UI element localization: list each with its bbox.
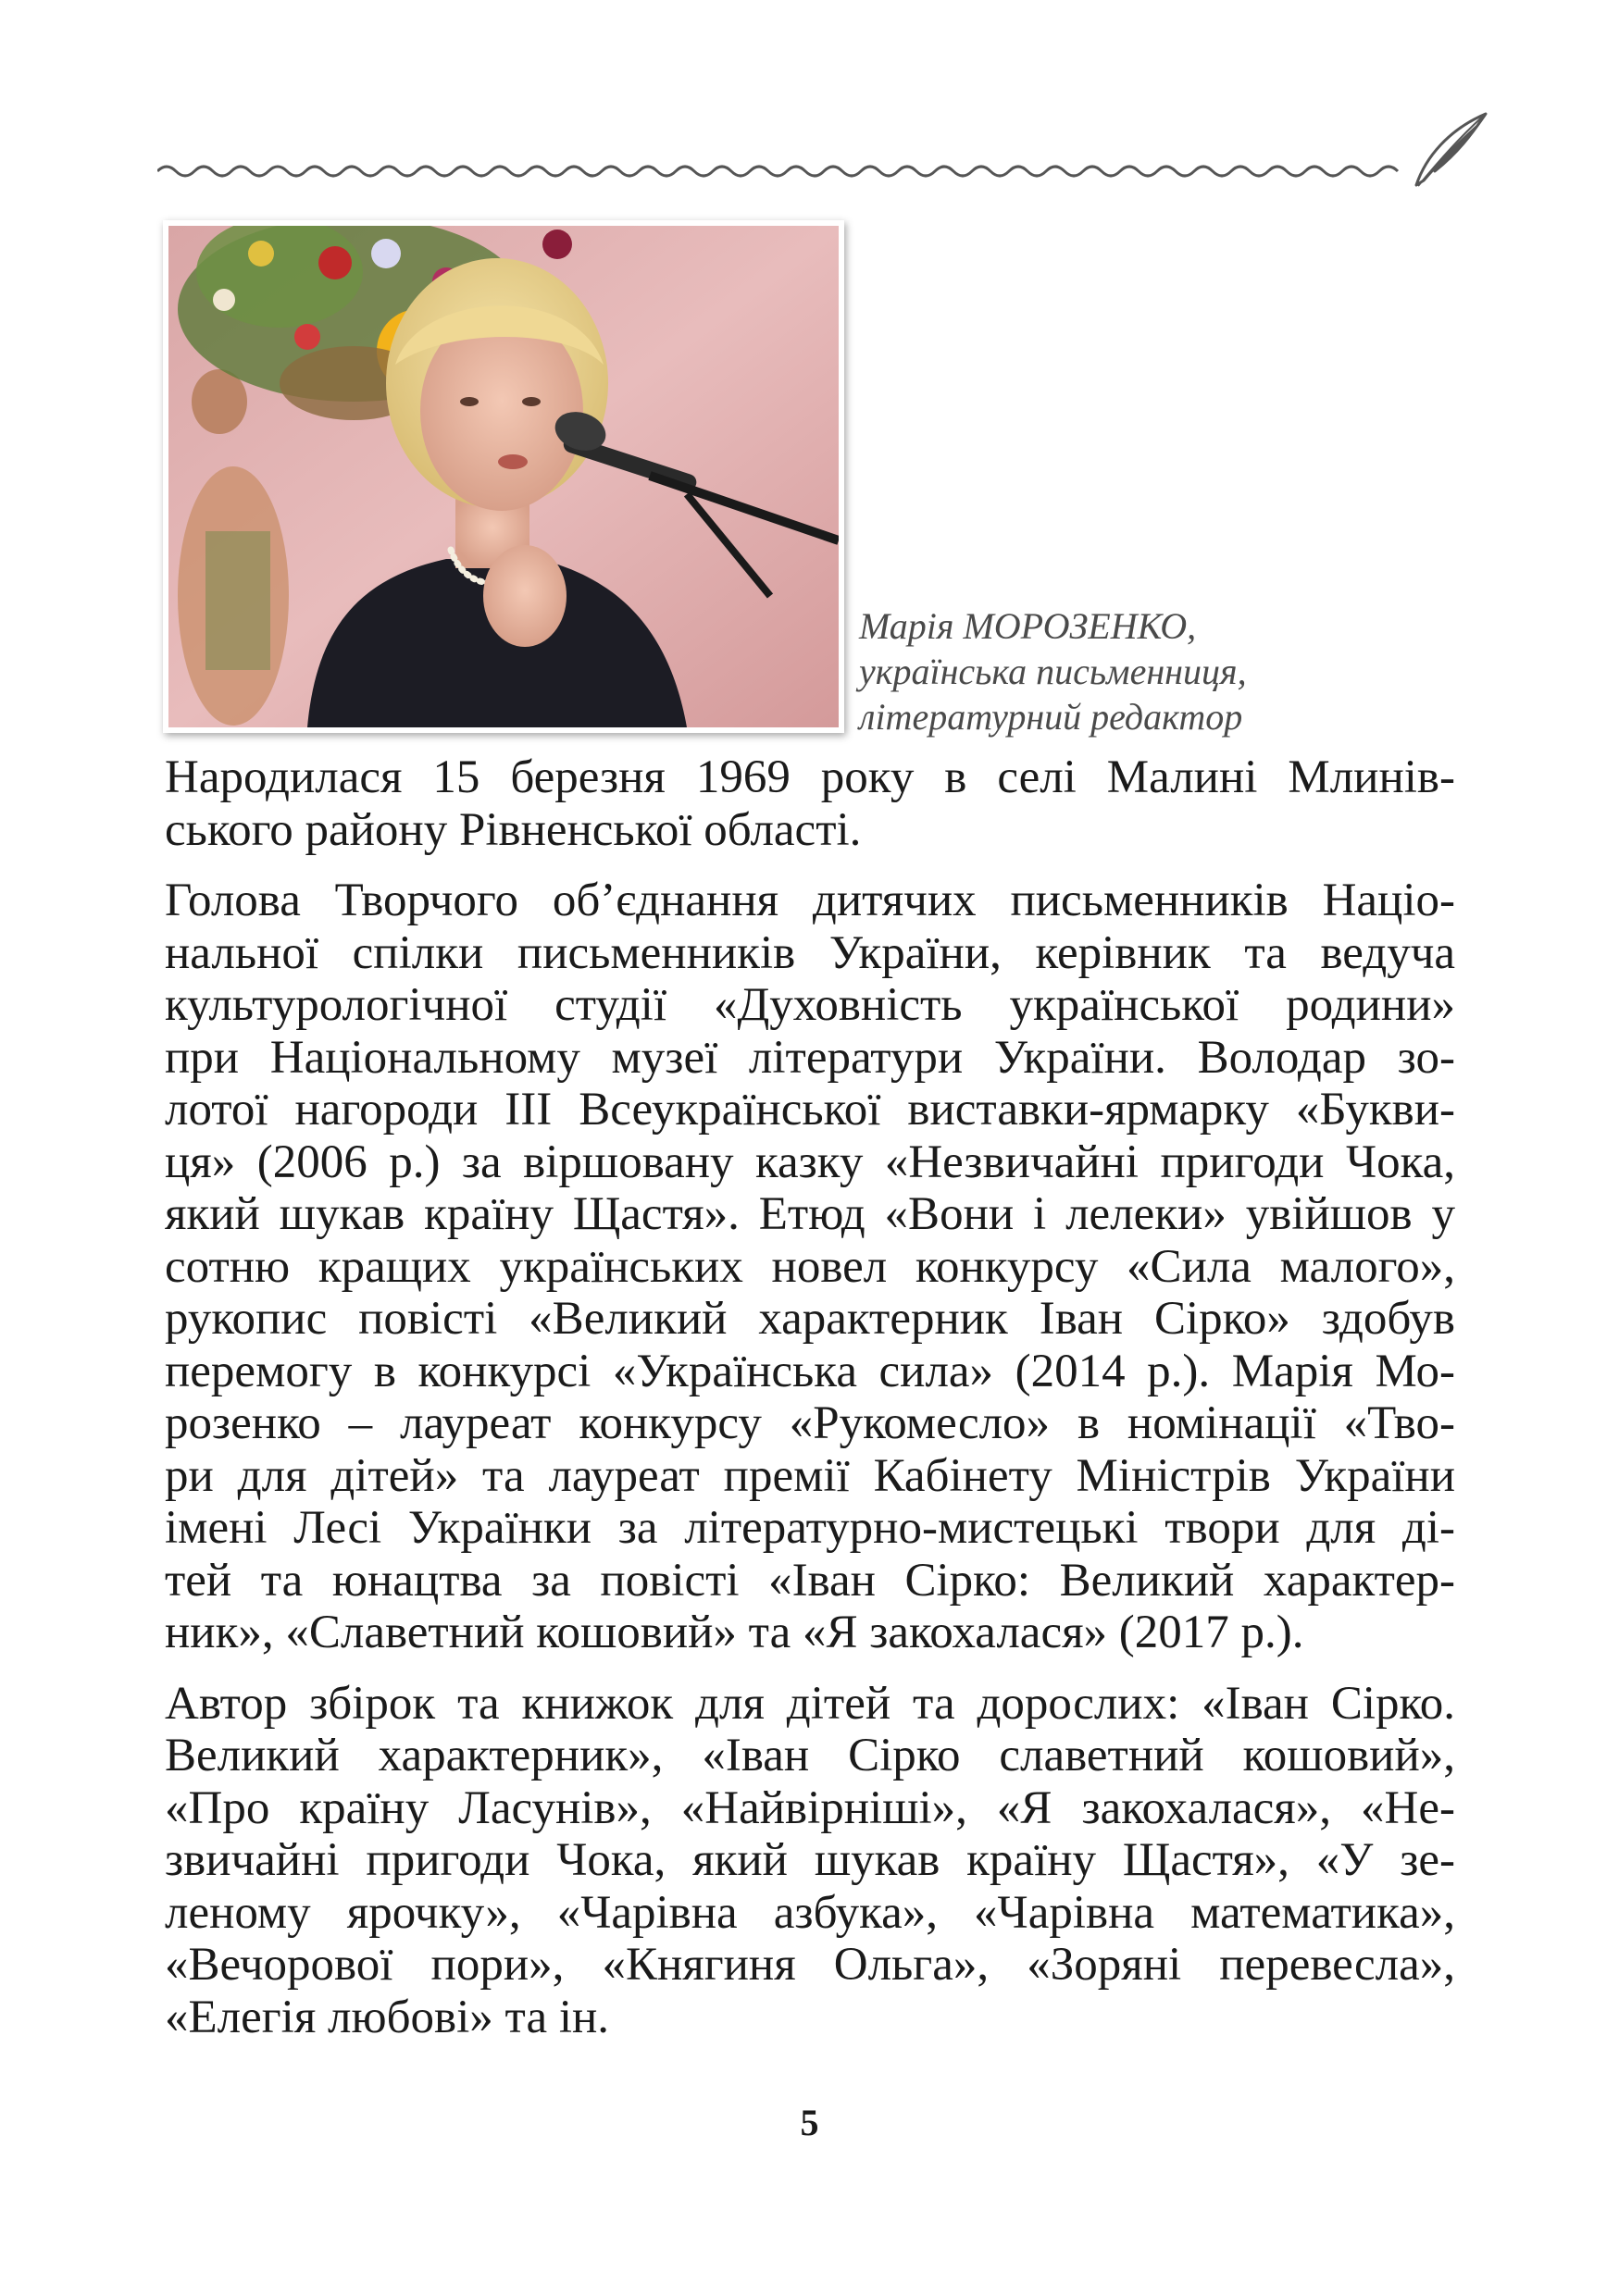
caption-role-2: літературний редактор xyxy=(859,696,1243,738)
caption-name: Марія МОРОЗЕНКО, xyxy=(859,605,1197,647)
text-line: Автор збірок та книжок для дітей та дорослих: «Іван Сірко. xyxy=(165,1677,1455,1730)
text-line: леному ярочку», «Чарівна азбука», «Чарівна математика», xyxy=(165,1886,1455,1939)
author-photo-frame xyxy=(163,220,844,733)
paragraph xyxy=(165,1678,1455,2044)
text-line: тей та юнацтва за повісті «Іван Сірко: Великий характер- xyxy=(165,1554,1455,1607)
text-line: нальної спілки письменників України, керівник та ведуча xyxy=(165,926,1455,979)
text-line: культурологічної студії «Духовність української родини» xyxy=(165,979,1455,1031)
text-line: при Національному музеї літератури України. Володар зо- xyxy=(165,1031,1455,1084)
paragraph xyxy=(165,875,1455,1659)
text-line: ського району Рівненської області. xyxy=(165,803,862,856)
text-line: ник», «Славетний кошовий» та «Я закохалася» (2017 р.). xyxy=(165,1607,1304,1658)
text-line: ри для дітей» та лауреат премії Кабінету Міністрів України xyxy=(165,1449,1455,1502)
text-line: сотню кращих українських новел конкурсу «Сила малого», xyxy=(165,1240,1455,1293)
text-line: перемогу в конкурсі «Українська сила» (2014 р.). Марія Мо- xyxy=(165,1345,1455,1397)
text-line: Великий характерник», «Іван Сірко славетний кошовий», xyxy=(165,1730,1455,1781)
text-line: розенко – лауреат конкурсу «Рукомесло» в номінації «Тво- xyxy=(165,1397,1455,1449)
text-line: «Елегія любові» та ін. xyxy=(165,1991,610,2043)
biography-text xyxy=(165,751,1455,2062)
text-line: який шукав країну Щастя». Етюд «Вони і лелеки» увійшов у xyxy=(165,1188,1455,1240)
text-line: рукопис повісті «Великий характерник Іван Сірко» здобув xyxy=(165,1293,1455,1345)
text-line: звичайні пригоди Чока, який шукав країну Щастя», «У зе- xyxy=(165,1834,1455,1886)
text-line: лотої нагороди ІІІ Всеукраїнської виставки-ярмарку «Букви- xyxy=(165,1084,1455,1136)
caption-role: українська письменниця, xyxy=(859,651,1247,692)
text-line: «Про країну Ласунів», «Найвірніші», «Я закохалася», «Не- xyxy=(165,1781,1455,1834)
wavy-line xyxy=(157,167,1398,176)
text-line: ця» (2006 р.) за віршовану казку «Незвичайні пригоди Чока, xyxy=(165,1136,1455,1188)
page-number: 5 xyxy=(800,2102,819,2143)
author-photo xyxy=(168,226,839,727)
text-line: Голова Творчого об’єднання дитячих письменників Націо- xyxy=(165,875,1455,926)
photo-caption xyxy=(859,603,1247,739)
text-line: «Вечорової пори», «Княгиня Ольга», «Зоряні перевесла», xyxy=(165,1939,1455,1991)
paragraph xyxy=(165,751,1455,856)
text-line: імені Лесі Українки за літературно-мистецькі твори для ді- xyxy=(165,1502,1455,1554)
text-line: Народилася 15 березня 1969 року в селі Малині Млинів- xyxy=(165,751,1455,803)
header-wave-ornament xyxy=(157,97,1490,199)
quill-icon xyxy=(1416,114,1486,186)
